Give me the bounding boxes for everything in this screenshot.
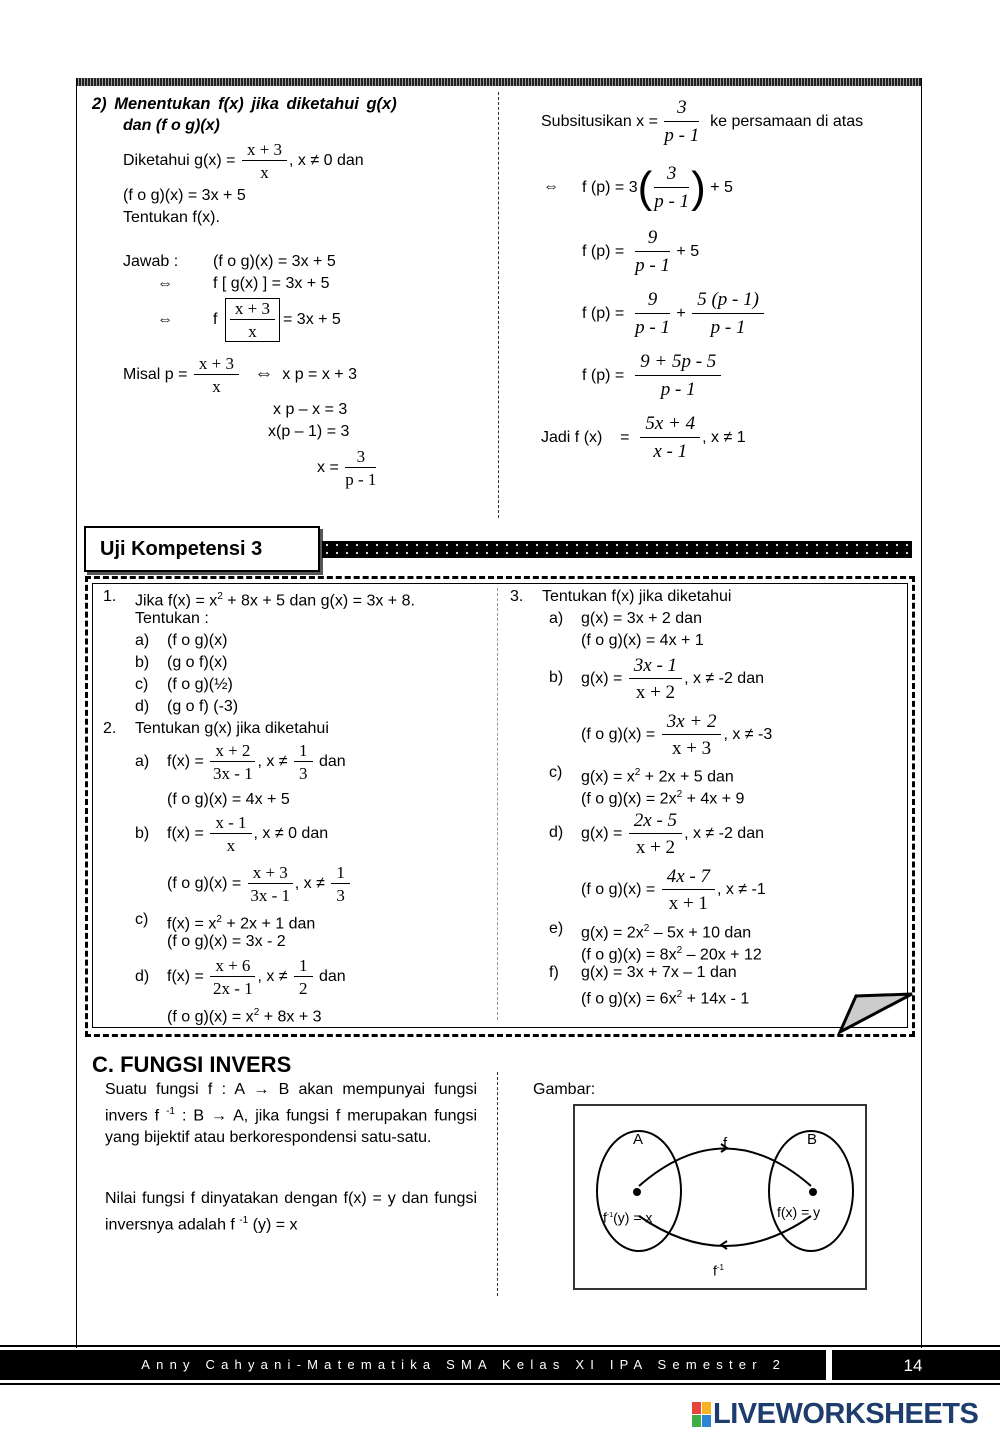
item-text [167,813,328,855]
superscript: -1 [606,1212,614,1219]
text: Jika f(x) = x [135,592,218,610]
text: + 5 [676,243,700,261]
numerator: 1 [294,741,313,762]
superscript: -1 [716,1263,725,1272]
superscript: 2 [253,1007,260,1018]
text: Diketahui g(x) = [123,152,240,170]
question-number: 1. [103,588,117,605]
step: x(p – 1) = 3 [268,423,350,440]
text: , x ≠ 1 [702,429,746,447]
section-title: C. FUNGSI INVERS [92,1052,292,1077]
item-label: c) [135,676,149,693]
item-text: (f o g)(x) = 4x + 1 [581,632,704,649]
denominator: p - 1 [635,255,670,276]
numerator: 5 (p - 1) [692,288,764,314]
fraction [640,412,700,464]
text: (f o g)(x) = [581,881,660,899]
page-number: 14 [903,1356,923,1375]
numerator: 2x - 5 [629,809,682,834]
numerator: 3x - 1 [629,654,682,679]
fraction [210,813,251,855]
item-text [581,865,766,915]
text: g(x) = 2x [581,924,644,942]
text: f (p) = [582,179,625,197]
fraction [294,741,313,783]
text: : B → A, jika fungsi f merupakan fungsi yang bijektif atau berkorespondensi satu-satu. [105,1107,478,1147]
fraction [242,140,287,182]
finv-label [713,1258,724,1281]
example-heading-2: dan (f o g)(x) [123,117,220,134]
text: – 5x + 10 dan [649,924,752,942]
logo-icon [692,1402,711,1427]
fraction [331,863,350,905]
text: + 14x - 1 [682,990,750,1008]
text: (f o g)(x) = [581,726,660,744]
item-text: g(x) = 3x + 7x – 1 dan [581,964,737,981]
fraction [210,741,255,783]
item-text [167,741,346,783]
point-b [809,1188,817,1196]
text: f(x) = [167,968,209,986]
denominator: x + 2 [635,682,676,703]
denominator: 3x - 1 [213,764,253,783]
fraction [629,654,682,704]
denominator: p - 1 [654,191,690,212]
logo-text: LIVEWORKSHEETS [713,1398,979,1430]
footer-line-bottom [0,1383,1000,1385]
denominator: 3 [299,764,308,783]
paragraph-inverse-value [105,1188,477,1236]
item-label: b) [549,669,564,686]
text: + 8x + 5 dan g(x) = 3x + 8. [222,592,415,610]
numerator: x + 3 [230,299,275,320]
step [317,447,378,489]
superscript: 2 [676,945,683,956]
text: + [676,305,686,323]
text: (y) = x [248,1216,298,1234]
step [582,226,699,278]
substitute-line [541,96,863,148]
step [582,288,766,340]
text: dan [318,753,346,771]
column-divider [497,588,498,1020]
paragraph-inverse-definition [105,1079,477,1149]
text: f [603,1209,607,1226]
text: + 2x + 1 dan [221,915,316,933]
text: (y) = x [613,1209,653,1226]
question-number: 2. [103,720,117,737]
superscript: 2 [216,914,222,925]
fraction [629,809,682,859]
denominator: x - 1 [653,441,688,462]
item-text: (g o f) (-3) [167,698,239,715]
iff-icon: ⇔ [157,275,173,292]
fraction [662,710,722,760]
text: , x ≠ [257,968,292,986]
text: Suatu fungsi f : A → B akan mempunyai fungsi invers f [105,1081,477,1125]
denominator: p - 1 [345,470,377,489]
text: (f o g)(x) = 8x [581,946,677,964]
step: f (p) = 3( $\frac{3}{p - 1}$ ) + 5 [582,163,733,212]
logo-square [692,1402,701,1414]
item-text [581,763,734,787]
given-gx [123,140,364,182]
point-a [633,1188,641,1196]
set-a-label: A [633,1131,644,1148]
numerator: 5x + 4 [640,412,700,438]
fraction [692,288,764,340]
numerator: x + 3 [194,354,239,375]
item-text [581,919,751,943]
step: x p – x = 3 [273,401,348,418]
denominator: x + 3 [671,738,712,759]
numerator: x + 3 [242,140,287,161]
denominator: x [248,322,257,341]
text: f [213,311,218,329]
text: x = [317,459,344,477]
superscript: 2 [643,923,650,934]
item-text [581,710,772,760]
example-heading: 2) Menentukan f(x) jika diketahui g(x) [92,95,397,113]
item-label: a) [549,610,564,627]
text: (f o g)(x) = 2x [581,790,677,808]
figure-label: Gambar: [533,1081,596,1098]
logo-square [702,1415,711,1427]
item-label: a) [135,632,150,649]
fraction [248,863,293,905]
question-3: Tentukan f(x) jika diketahui [542,588,732,605]
text: + 4x + 9 [682,790,745,808]
denominator: x [260,163,269,182]
left-border [76,78,77,1348]
text: , x ≠ [257,753,292,771]
step [213,298,341,342]
superscript: 2 [676,789,683,800]
item-text [167,956,346,998]
text: , x ≠ -2 dan [684,825,764,843]
column-divider [498,92,499,518]
set-b-label: B [807,1131,818,1148]
denominator: p - 1 [660,379,696,400]
text: + 8x + 3 [259,1008,322,1026]
item-text [167,910,315,934]
footer-line-top [0,1345,1000,1347]
text: g(x) = [581,670,627,688]
denominator: p - 1 [710,317,746,338]
item-label: e) [549,920,564,937]
numerator: 4x - 7 [662,865,715,890]
numerator: 3 [654,162,689,188]
text: Misal p = [123,366,192,384]
numerator: 3x + 2 [662,710,722,735]
numerator: 1 [331,863,350,884]
superscript: 2 [217,591,223,602]
text: , x ≠ [294,875,330,893]
text: (f o g)(x) = [167,875,246,893]
fraction [230,299,275,341]
text: , x ≠ 0 dan [289,152,364,170]
f-label: f [723,1135,728,1152]
fraction [635,288,670,340]
denominator: x + 1 [668,893,708,914]
item-label: d) [549,824,564,841]
liveworksheets-logo [692,1398,978,1431]
numerator: 9 [635,288,670,314]
top-border [76,78,922,86]
item-text [581,985,749,1009]
fraction [662,865,715,915]
numerator: 1 [294,956,313,977]
superscript: -1 [239,1215,249,1226]
item-label: a) [135,753,150,770]
substitution [123,354,357,396]
superscript: 2 [676,989,683,1000]
text: f (p) = [582,243,625,261]
denominator: 3 [336,886,345,905]
item-text: g(x) = 3x + 2 dan [581,610,702,627]
text: , x ≠ -3 [723,726,773,744]
iff-icon: ⇔ [543,178,559,195]
fraction [194,354,239,396]
text: , x ≠ -1 [716,881,766,899]
question-number: 3. [510,588,524,605]
text: (f o g)(x) = x [167,1008,254,1026]
question-2: Tentukan g(x) jika diketahui [135,720,329,737]
item-text [581,809,764,859]
iff-icon: ⇔ [254,363,274,385]
denominator: x [212,377,221,396]
bracket [225,298,280,342]
denominator: 2 [299,979,308,998]
item-text: (f o g)(x) [167,632,228,649]
fraction [210,956,255,998]
item-label: f) [549,964,559,981]
item-label: b) [135,825,150,842]
numerator: 3 [664,96,699,122]
result [541,412,746,464]
step: (f o g)(x) = 3x + 5 [213,253,336,270]
text: Tentukan : [135,610,209,627]
arrow-f-icon [639,1149,811,1187]
text: f (p) = [582,305,625,323]
denominator: p - 1 [635,317,670,338]
left-label [603,1206,652,1228]
column-divider [497,1072,498,1296]
text: , x ≠ 0 dan [253,825,329,843]
item-label: c) [135,911,149,928]
answer-label: Jawab : [123,253,179,270]
denominator: x [226,836,236,855]
numerator: 9 + 5p - 5 [635,350,721,376]
text: f [713,1262,717,1279]
item-label: b) [135,654,150,671]
superscript: -1 [166,1106,175,1117]
given-fog: (f o g)(x) = 3x + 5 [123,187,246,204]
numerator: x + 2 [210,741,255,762]
right-border [921,78,922,1348]
numerator: 3 [345,447,376,468]
section-title: Uji Kompetensi 3 [100,538,263,560]
text: = 3x + 5 [283,311,341,329]
text: f(x) = [167,753,209,771]
fraction [294,956,313,998]
denominator: 3x - 1 [250,886,291,905]
text: (f o g)(x) = 6x [581,990,677,1008]
text: , x ≠ -2 dan [684,670,764,688]
fraction [635,226,670,278]
text: Jadi f (x) = [541,429,630,447]
text: ke persamaan di atas [710,113,864,131]
item-label: d) [135,968,150,985]
text: f(x) = [167,825,209,843]
fraction [345,447,376,489]
mapping-diagram [573,1104,867,1290]
item-text: (f o g)(x) = 3x - 2 [167,933,286,950]
numerator: x + 3 [248,863,293,884]
fraction [635,350,721,402]
denominator: p - 1 [664,125,700,146]
superscript: 2 [634,767,641,778]
numerator: 9 [635,226,670,252]
page-curl-icon [836,986,916,1036]
item-text: (g o f)(x) [167,654,228,671]
item-text: (f o g)(½) [167,676,233,693]
fraction [654,162,689,214]
text: g(x) = [581,825,627,843]
question-1 [135,587,415,611]
step: f [ g(x) ] = 3x + 5 [213,275,330,292]
footer-text: Anny Cahyani-Matematika SMA Kelas XI IPA Semester 2 [141,1357,786,1372]
title-band [322,541,912,558]
item-text [581,785,744,809]
right-label: f(x) = y [777,1204,821,1220]
logo-square [692,1415,701,1427]
text: – 20x + 12 [682,946,762,964]
numerator: x - 1 [210,813,251,834]
fraction [664,96,699,148]
item-text [581,654,764,704]
denominator: 2x - 1 [213,979,253,998]
logo-square [702,1402,711,1414]
text: Subsitusikan x = [541,113,663,131]
text: + 2x + 5 dan [640,768,734,786]
item-label: d) [135,698,150,715]
item-label: c) [549,764,563,781]
iff-icon: ⇔ [157,311,173,328]
task: Tentukan f(x). [123,209,220,226]
item-text [167,863,352,905]
denominator: x + 2 [635,837,676,858]
numerator: x + 6 [210,956,255,977]
text: Nilai fungsi f dinyatakan dengan f(x) = y dan fungsi inversnya adalah f [105,1190,477,1234]
text: dan [318,968,346,986]
item-text [581,941,762,965]
text: + 5 [710,179,733,197]
text: 3 [628,179,638,197]
text: g(x) = x [581,768,635,786]
text: f(x) = x [167,915,217,933]
step [582,350,723,402]
text: x p = x + 3 [282,366,357,384]
text: f (p) = [582,367,625,385]
item-text: (f o g)(x) = 4x + 5 [167,791,290,808]
item-text [167,1003,322,1027]
